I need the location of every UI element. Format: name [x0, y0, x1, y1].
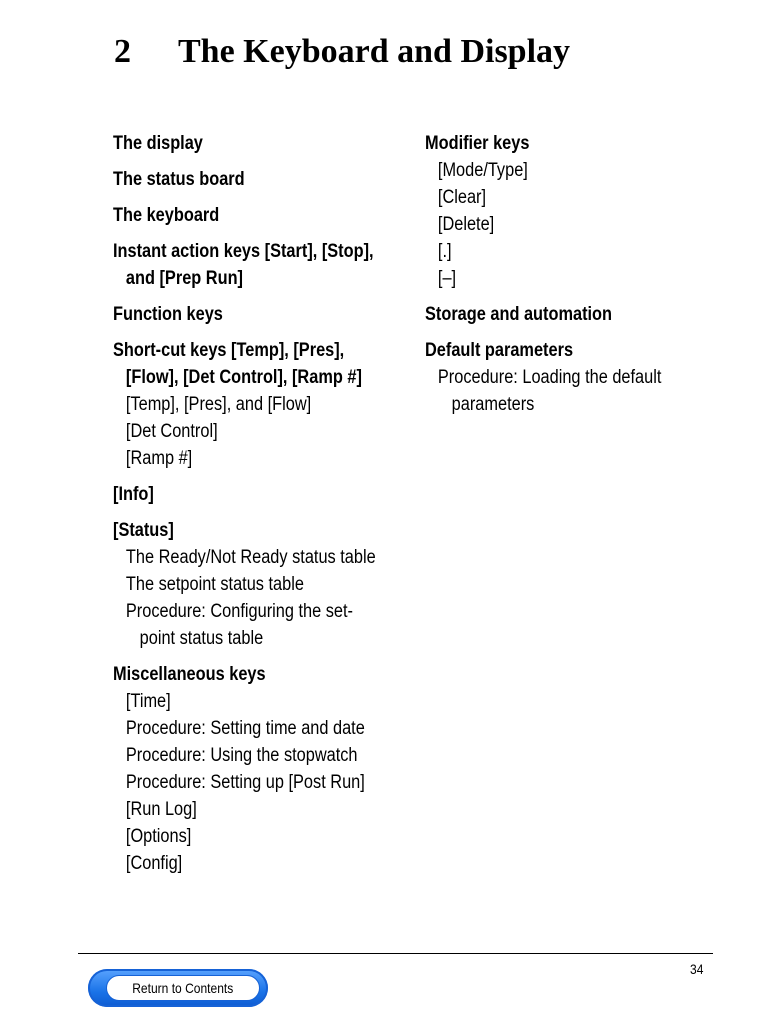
toc-subentry[interactable]: [Ramp #] [125, 448, 193, 469]
toc-subentry[interactable]: [Delete] [437, 214, 495, 235]
toc-heading[interactable]: Short-cut keys [Temp], [Pres], [113, 340, 345, 361]
entry-gap [113, 229, 413, 238]
toc-subentry[interactable]: [–] [437, 268, 457, 289]
toc-subentry[interactable]: [Config] [125, 853, 183, 874]
toc-subentry[interactable]: Procedure: Configuring the set- [125, 601, 353, 622]
toc-heading[interactable]: The status board [113, 169, 245, 190]
toc-right-column [425, 130, 725, 418]
toc-subentry[interactable]: Procedure: Using the stopwatch [125, 745, 358, 766]
chapter-number: 2 [114, 33, 131, 70]
toc-subentry[interactable]: [Temp], [Pres], and [Flow] [125, 394, 312, 415]
chapter-title-text: The Keyboard and Display [178, 33, 571, 70]
entry-gap [113, 652, 413, 661]
toc-subentry[interactable]: [Run Log] [125, 799, 197, 820]
toc-subentry[interactable]: [.] [437, 241, 452, 262]
toc-subentry[interactable]: [Clear] [437, 187, 487, 208]
footer-divider [78, 953, 713, 954]
toc-heading[interactable]: Storage and automation [425, 304, 613, 325]
return-button-label: Return to Contents [132, 980, 234, 996]
entry-gap [113, 193, 413, 202]
toc-heading[interactable]: [Info] [113, 484, 154, 505]
toc-subentry[interactable]: Procedure: Setting up [Post Run] [125, 772, 365, 793]
toc-subentry[interactable]: The setpoint status table [125, 574, 304, 595]
page-number: 34 [690, 961, 704, 977]
toc-subentry-continued[interactable]: point status table [139, 628, 264, 649]
toc-heading[interactable]: Function keys [113, 304, 223, 325]
toc-subentry[interactable]: [Options] [125, 826, 192, 847]
entry-gap [425, 292, 725, 301]
toc-heading[interactable]: The keyboard [113, 205, 220, 226]
toc-subentry[interactable]: [Mode/Type] [437, 160, 528, 181]
toc-subentry-continued[interactable]: parameters [451, 394, 535, 415]
return-button-face [106, 975, 260, 1001]
chapter-title [114, 30, 570, 74]
entry-gap [113, 508, 413, 517]
entry-gap [113, 472, 413, 481]
toc-heading[interactable]: Default parameters [425, 340, 574, 361]
toc-subentry[interactable]: [Det Control] [125, 421, 218, 442]
toc-heading-continued[interactable]: [Flow], [Det Control], [Ramp #] [125, 367, 362, 388]
toc-subentry[interactable]: [Time] [125, 691, 171, 712]
toc-subentry[interactable]: The Ready/Not Ready status table [125, 547, 376, 568]
toc-subentry[interactable]: Procedure: Setting time and date [125, 718, 365, 739]
entry-gap [113, 328, 413, 337]
toc-subentry[interactable]: Procedure: Loading the default [437, 367, 662, 388]
return-to-contents-button[interactable] [88, 969, 268, 1007]
entry-gap [113, 292, 413, 301]
toc-heading[interactable]: Miscellaneous keys [113, 664, 266, 685]
toc-heading[interactable]: [Status] [113, 520, 174, 541]
toc-left-column [113, 130, 413, 877]
entry-gap [425, 328, 725, 337]
toc-heading[interactable]: Modifier keys [425, 133, 530, 154]
entry-gap [113, 157, 413, 166]
toc-heading[interactable]: The display [113, 133, 203, 154]
toc-heading-continued[interactable]: and [Prep Run] [125, 268, 244, 289]
toc-heading[interactable]: Instant action keys [Start], [Stop], [113, 241, 374, 262]
